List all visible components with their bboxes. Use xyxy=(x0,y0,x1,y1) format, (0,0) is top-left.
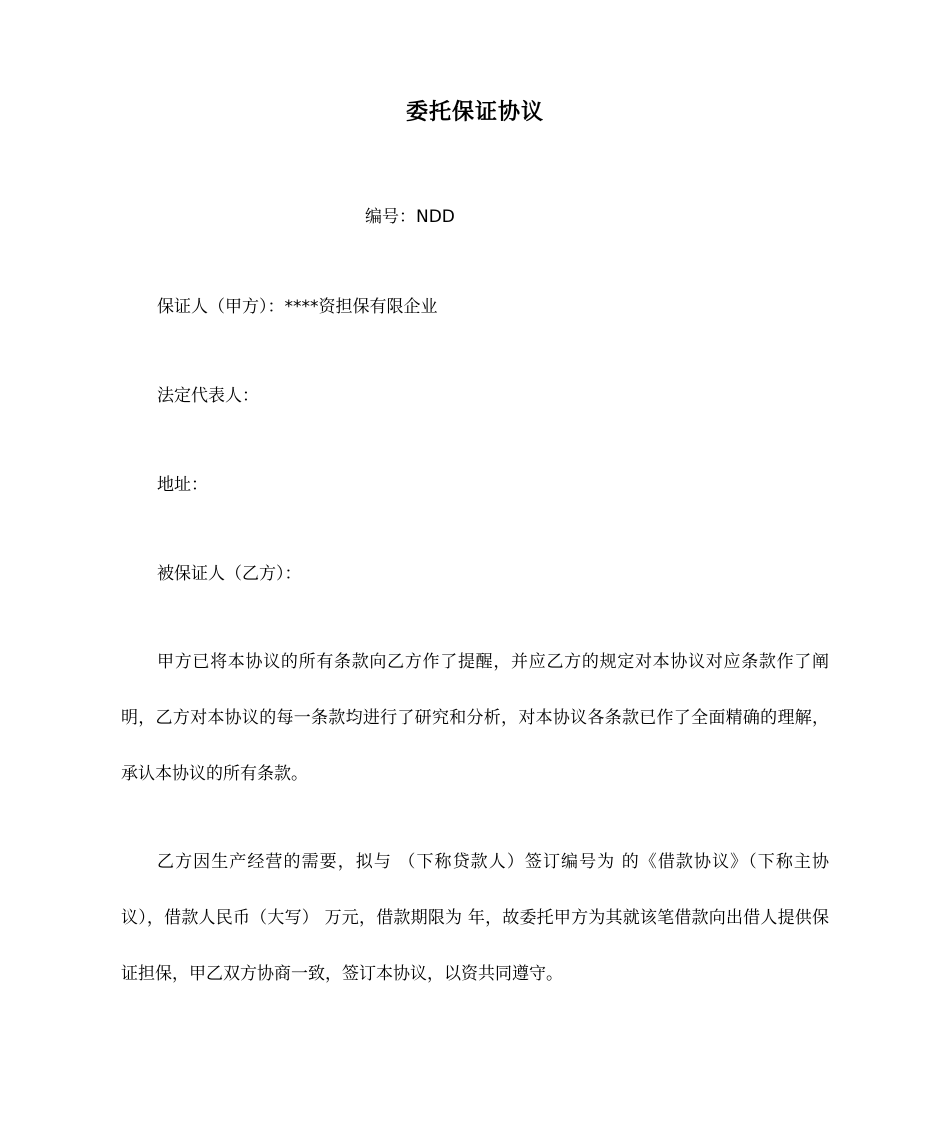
paragraph-acknowledgement: 甲方已将本协议的所有条款向乙方作了提醒，并应乙方的规定对本协议对应条款作了阐明，乙方对本协议的每一条款均进行了研究和分析，对本协议各条款已作了全面精确的理解，承认本协议的所有条款。 xyxy=(121,652,829,784)
guarantor-line: 保证人（甲方）：****资担保有限企业 xyxy=(157,297,438,317)
document-title: 委托保证协议 xyxy=(405,100,544,125)
legal-representative-line: 法定代表人： xyxy=(157,386,259,406)
paragraph-purpose: 乙方因生产经营的需要，拟与 （下称贷款人）签订编号为 的《借款协议》（下称主协议），借款人民币（大写） 万元，借款期限为 年，故委托甲方为其就该笔借款向出借人提供保证担保，甲乙双方协商一致，签订本协议，以资共同遵守。 xyxy=(121,852,829,984)
address-line: 地址： xyxy=(157,475,208,495)
document-number: 编号：NDD xyxy=(365,207,455,227)
guaranteed-party-line: 被保证人（乙方）： xyxy=(157,564,302,584)
